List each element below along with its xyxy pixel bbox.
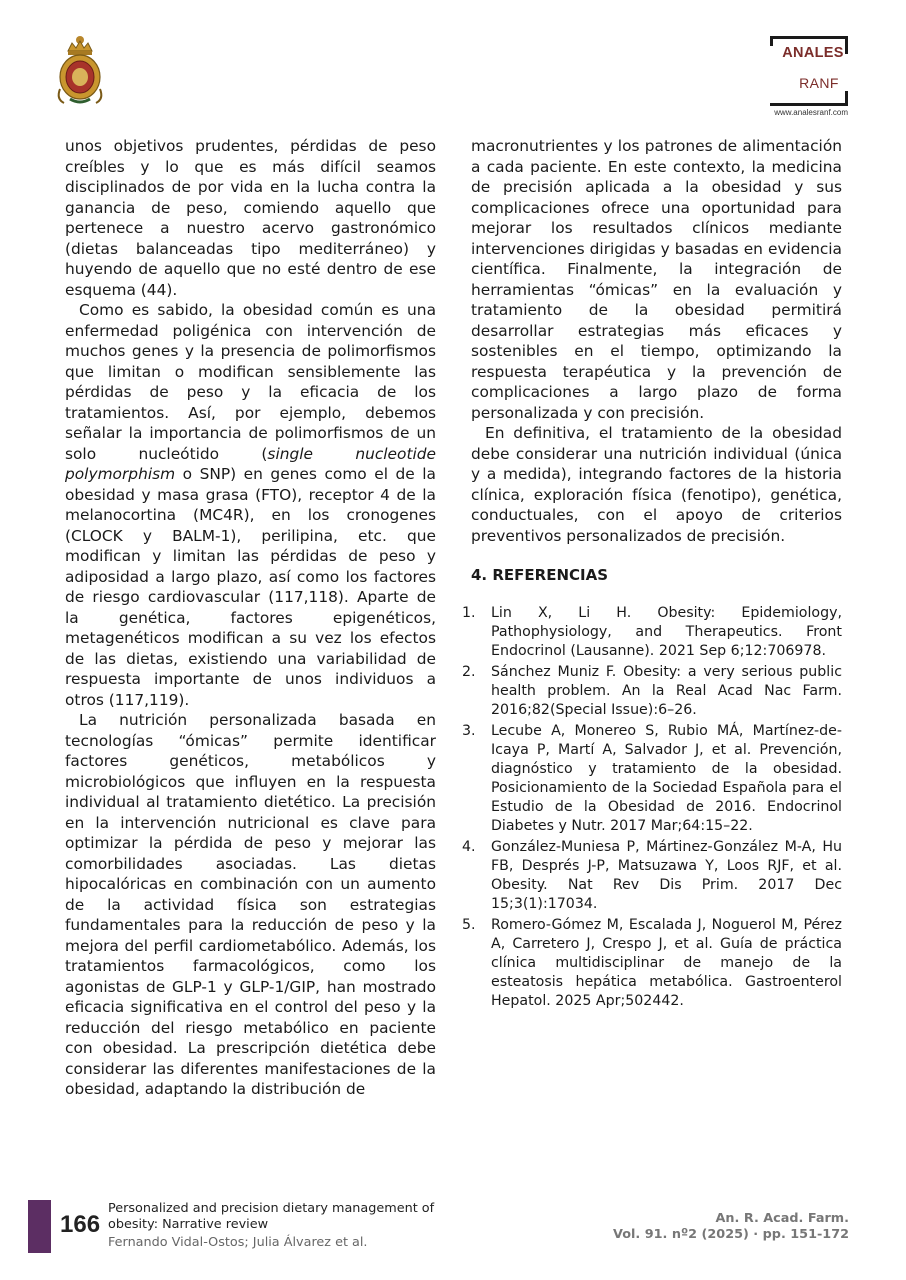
footer-article-title: Personalized and precision dietary management of obesity: Narrative review <box>108 1201 435 1232</box>
paragraph-text: o SNP) en genes como el de la obesidad y masa grasa (FTO), receptor 4 de la melanocortina (MC4R), en los cronogenes (CLOCK y BALM-1), perilipina, etc. que modifican y limitan las pérdidas de peso y adiposidad a largo plazo, así como los factores de riesgo cardiovascular (117,118). Aparte de la genética, factores epigenéticos, metagenéticos modifican a su vez los efectos de las dietas, existiendo una variabilidad de respuesta importante de unos individuos a otros (117,119). <box>65 465 436 709</box>
logo-ranf-text: RANF <box>799 75 839 91</box>
body-paragraph: macronutrientes y los patrones de alimentación a cada paciente. En este contexto, la medicina de precisión aplicada a la obesidad y sus complicaciones ofrece una oportunidad para mejorar los resultados clínicos mediante intervenciones dirigidas y basadas en evidencia científica. Finalmente, la integración de herramientas “ómicas” en la evaluación y tratamiento de la obesidad permitirá desarrollar estrategias más eficaces y sostenibles en el tiempo, optimizando la respuesta terapéutica y la prevención de complicaciones a largo plazo de forma personalizada y con precisión. <box>471 137 842 422</box>
reference-item <box>462 722 842 836</box>
royal-academy-crest-icon <box>50 33 110 107</box>
page-number: 166 <box>60 1211 101 1238</box>
footer-journal-citation <box>613 1211 849 1243</box>
footer-authors: Fernando Vidal-Ostos; Julia Álvarez et al. <box>108 1235 368 1250</box>
journal-name: An. R. Acad. Farm. <box>715 1211 849 1226</box>
reference-number: 3. <box>462 723 476 739</box>
reference-item <box>462 916 842 1011</box>
references-list <box>462 604 842 1011</box>
body-paragraph: unos objetivos prudentes, pérdidas de peso creíbles y lo que es más difícil seamos disciplinados de por vida en la lucha contra la ganancia de peso, comiendo aquello que pertenece a nuestro acervo gastronómico (dietas balanceadas tipo mediterráneo) y huyendo de aquello que no esté dentro de ese esquema (44). <box>65 137 436 299</box>
reference-text: Lin X, Li H. Obesity: Epidemiology, Pathophysiology, and Therapeutics. Front Endocrinol (Lausanne). 2021 Sep 6;12:706978. <box>491 605 842 659</box>
left-column <box>65 136 436 1100</box>
body-paragraph <box>65 300 436 710</box>
footer-accent-bar <box>28 1200 51 1253</box>
paragraph-text: Como es sabido, la obesidad común es una enfermedad poligénica con intervención de muchos genes y la presencia de polimorfismos que limitan o modifican sensiblemente las pérdidas de peso y la eficacia de los tratamientos. Así, por ejemplo, debemos señalar la importancia de polimorfismos de un solo nucleótido ( <box>65 301 436 463</box>
paragraph-italic-term: single nucleotide polymorphism <box>65 444 436 483</box>
logo-anales-text: ANALES <box>782 45 844 61</box>
reference-text: Lecube A, Monereo S, Rubio MÁ, Martínez-de-Icaya P, Martí A, Salvador J, et al. Prevención, diagnóstico y tratamiento de la obesidad. Posicionamiento de la Sociedad Española para el Estudio de la Obesidad de 2016. Endocrinol Diabetes y Nutr. 2017 Mar;64:15–22. <box>491 723 842 834</box>
right-column <box>462 136 842 1013</box>
site-url-link[interactable]: www.analesranf.com <box>774 108 848 117</box>
body-paragraph: En definitiva, el tratamiento de la obesidad debe considerar una nutrición individual (única y a medida), integrando factores de la historia clínica, exploración física (fenotipo), genética, conductuales, con el apoyo de criterios preventivos personalizados de precisión. <box>471 424 842 545</box>
reference-text: González-Muniesa P, Mártinez-González M-A, Hu FB, Després J-P, Matsuzawa Y, Loos RJF, et al. Obesity. Nat Rev Dis Prim. 2017 Dec 15;3(1):17034. <box>491 839 842 912</box>
reference-number: 5. <box>462 917 476 933</box>
reference-number: 1. <box>462 605 476 621</box>
reference-number: 2. <box>462 664 476 680</box>
reference-text: Sánchez Muniz F. Obesity: a very serious public health problem. An la Real Acad Nac Farm. 2016;82(Special Issue):6–26. <box>491 664 842 718</box>
references-heading: 4. REFERENCIAS <box>471 566 608 584</box>
reference-text: Romero-Gómez M, Escalada J, Noguerol M, Pérez A, Carretero J, Crespo J, et al. Guía de práctica clínica multidisciplinar de manejo de la esteatosis hepática metabólica. Gastroenterol Hepatol. 2025 Apr;502442. <box>491 917 842 1009</box>
body-paragraph: La nutrición personalizada basada en tecnologías “ómicas” permite identificar factores genéticos, metabólicos y microbiológicos que influyen en la respuesta individual al tratamiento dietético. La precisión en la intervención nutricional es clave para optimizar la pérdida de peso y mejorar las comorbilidades asociadas. Las dietas hipocalóricas en combinación con un aumento de la actividad física son estrategias fundamentales para la reducción de peso y la mejora del perfil cardiometabólico. Además, los tratamientos farmacológicos, como los agonistas de GLP-1 y GLP-1/GIP, han mostrado eficacia significativa en el control del peso y la reducción del riesgo metabólico en paciente con obesidad. La prescripción dietética debe considerar las diferentes manifestaciones de la obesidad, adaptando la distribución de <box>65 711 436 1098</box>
reference-number: 4. <box>462 839 476 855</box>
reference-item <box>462 604 842 661</box>
journal-volume: Vol. 91. nº2 (2025) · pp. 151-172 <box>613 1227 849 1242</box>
reference-item <box>462 663 842 720</box>
reference-item <box>462 838 842 914</box>
